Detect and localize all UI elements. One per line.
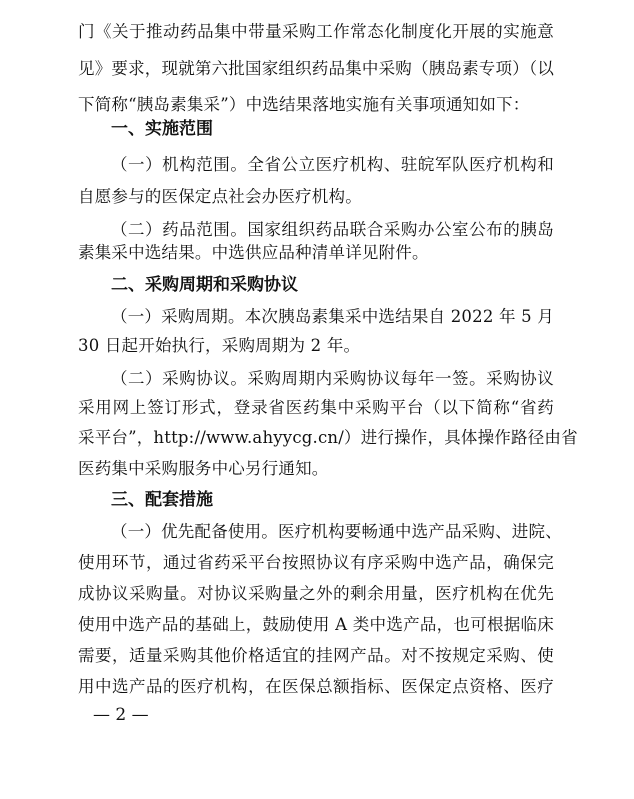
section-heading: 一、实施范围	[111, 119, 213, 139]
paragraph-line: 用中选产品的医疗机构，在医保总额指标、医保定点资格、医疗	[78, 677, 554, 696]
paragraph-line: 素集采中选结果。中选供应品种清单详见附件。	[78, 243, 429, 262]
paragraph-line: 采用网上签订形式，登录省医药集中采购平台（以下简称“省药	[78, 398, 554, 417]
body-text-line: 下简称“胰岛素集采”）中选结果落地实施有关事项通知如下：	[78, 95, 530, 114]
paragraph-line: 成协议采购量。对协议采购量之外的剩余用量，医疗机构在优先	[78, 584, 554, 603]
page-number: — 2 —	[93, 705, 149, 725]
paragraph-line: 需要，适量采购其他价格适宜的挂网产品。对不按规定采购、使	[78, 646, 554, 665]
paragraph-line: （一）优先配备使用。医疗机构要畅通中选产品采购、进院、	[111, 522, 562, 541]
paragraph-line: 采平台”，http://www.ahyycg.cn/）进行操作，具体操作路径由省	[78, 428, 578, 447]
paragraph-line: （二）采购协议。采购周期内采购协议每年一签。采购协议	[111, 369, 554, 388]
paragraph-line: （一）采购周期。本次胰岛素集采中选结果自 2022 年 5 月	[111, 307, 554, 326]
body-text-line: 见》要求，现就第六批国家组织药品集中采购（胰岛素专项）（以	[78, 59, 555, 78]
paragraph-line: 自愿参与的医保定点社会办医疗机构。	[78, 187, 362, 206]
paragraph-line: 使用中选产品的基础上，鼓励使用 A 类中选产品，也可根据临床	[78, 615, 554, 634]
paragraph-line: （二）药品范围。国家组织药品联合采购办公室公布的胰岛	[111, 220, 554, 239]
section-heading: 二、采购周期和采购协议	[111, 275, 298, 295]
paragraph-line: （一）机构范围。全省公立医疗机构、驻皖军队医疗机构和	[111, 155, 554, 174]
section-heading: 三、配套措施	[111, 490, 213, 510]
paragraph-line: 30 日起开始执行，采购周期为 2 年。	[78, 336, 361, 355]
paragraph-line: 使用环节，通过省药采平台按照协议有序采购中选产品，确保完	[78, 553, 554, 572]
body-text-line: 门《关于推动药品集中带量采购工作常态化制度化开展的实施意	[78, 22, 554, 41]
paragraph-line: 医药集中采购服务中心另行通知。	[78, 459, 329, 478]
